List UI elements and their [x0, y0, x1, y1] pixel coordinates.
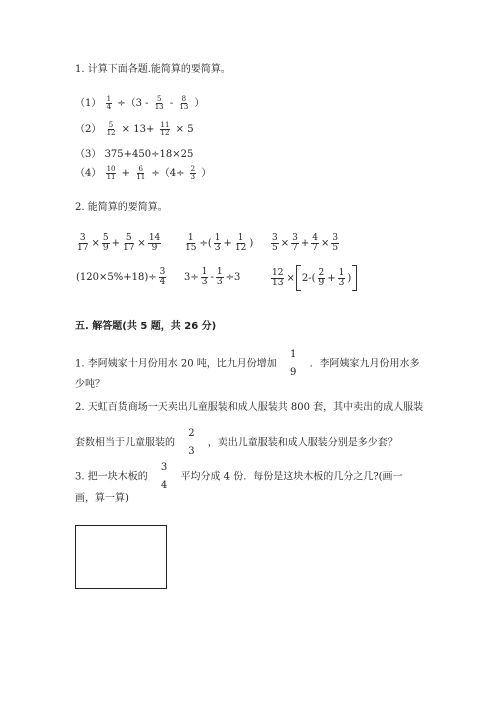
fraction: $\frac{3}{4}$: [159, 267, 166, 287]
drawing-box: [75, 525, 167, 589]
section5-heading: 五. 解答题(共 5 题，共 26 分): [75, 321, 217, 332]
fraction: $\frac{3}{5}$: [272, 233, 278, 253]
expression-2-3: [270, 233, 340, 253]
fraction: $\frac{3}{17}$: [77, 233, 89, 253]
fraction: 2 3: [188, 428, 195, 457]
operator: 3÷: [184, 272, 199, 283]
fraction: $\frac{2}{3}$: [190, 165, 196, 181]
operator: ): [249, 238, 254, 249]
operator: 2-(: [301, 272, 316, 284]
operator: ): [347, 272, 352, 284]
fraction: $\frac{6}{11}$: [136, 165, 146, 181]
expression-2-4: [75, 267, 167, 287]
fraction: $\frac{12}{13}$: [272, 267, 284, 288]
section1-title: 1. 计算下面各题.能简算的要简算。: [75, 64, 231, 75]
item-label: （1）: [75, 98, 102, 109]
operator: ÷(: [199, 238, 212, 249]
operator: ×: [91, 238, 100, 249]
operator: ×: [280, 238, 290, 249]
fraction: $\frac{14}{9}$: [148, 233, 161, 253]
operator: ×: [320, 238, 330, 249]
expression-2-5: [183, 267, 241, 287]
fraction: $\frac{1}{3}$: [214, 233, 221, 253]
operator: +: [111, 238, 120, 249]
fraction: $\frac{8}{13}$: [179, 95, 189, 111]
question-3: [75, 463, 402, 491]
fraction: $\frac{11}{12}$: [160, 121, 170, 137]
fraction: $\frac{10}{11}$: [106, 165, 116, 181]
item-label: （4）: [75, 168, 102, 179]
operator: (120×5%+18)÷: [76, 272, 157, 283]
operator: ÷（3 -: [117, 98, 149, 109]
operator: +: [300, 238, 310, 249]
fraction: $\frac{4}{7}$: [312, 233, 318, 253]
fraction: $\frac{1}{3}$: [216, 267, 223, 287]
question-1-line2: 少吨？: [75, 379, 105, 390]
fraction: $\frac{5}{13}$: [154, 95, 164, 111]
operator: -: [210, 272, 214, 283]
operator: -: [169, 98, 174, 109]
bracket-right: [352, 265, 357, 291]
question-text: ．李阿姨家九月份用水多: [309, 358, 420, 370]
question-text: ，卖出儿童服装和成人服装分别是多少套？: [207, 437, 398, 449]
fraction: $\frac{3}{7}$: [292, 233, 298, 253]
fraction: $\frac{1}{15}$: [185, 233, 197, 253]
fraction: $\frac{5}{12}$: [106, 121, 116, 137]
operator: +: [121, 168, 131, 179]
question-3-line2: 画，算一算): [75, 493, 129, 504]
operator: ）: [194, 98, 205, 109]
operator: ×: [286, 272, 295, 284]
operator: +: [327, 272, 336, 284]
operator: ）: [201, 168, 212, 179]
question-text: 平均分成 4 份．每份是这块木板的几分之几?(画一: [180, 471, 403, 483]
fraction: $\frac{2}{9}$: [318, 267, 325, 288]
operator: +: [223, 238, 232, 249]
problem-1-4: [75, 166, 212, 181]
item-label: （3）: [75, 149, 102, 160]
problem-1-3: [75, 148, 193, 161]
operator: × 13+: [121, 124, 155, 135]
fraction: 1 9: [290, 349, 297, 378]
bracket-left: [296, 265, 301, 291]
expression: 375+450÷18×25: [104, 149, 194, 160]
operator: × 5: [175, 124, 194, 135]
fraction: $\frac{1}{3}$: [201, 267, 208, 287]
problem-1-1: [75, 96, 206, 111]
fraction: $\frac{1}{12}$: [234, 233, 247, 253]
section2-title: 2. 能简算的要简算。: [75, 202, 168, 213]
question-text: 1. 李阿姨家十月份用水 20 吨，比九月份增加: [75, 358, 277, 370]
fraction: $\frac{1}{4}$: [106, 95, 112, 111]
problem-1-2: [75, 122, 195, 137]
expression-2-6: [270, 265, 357, 291]
expression-2-2: [183, 233, 254, 253]
operator: ÷3: [225, 272, 241, 283]
question-text: 3. 把一块木板的: [75, 471, 148, 483]
operator: ÷（4÷: [151, 168, 185, 179]
question-text: 套数相当于儿童服装的: [75, 437, 175, 449]
fraction: $\frac{1}{3}$: [338, 267, 345, 288]
fraction: $\frac{3}{5}$: [332, 233, 339, 253]
fraction: 3 4: [160, 462, 168, 491]
question-1: [75, 350, 420, 378]
operator: ×: [137, 238, 146, 249]
expression-2-1: [75, 233, 162, 253]
fraction: $\frac{5}{17}$: [122, 233, 135, 253]
question-2: 2. 天虹百货商场一天卖出儿童服装和成人服装共 800 套，其中卖出的成人服装: [75, 402, 424, 413]
question-2-line2: [75, 429, 398, 457]
item-label: （2）: [75, 124, 102, 135]
fraction: $\frac{5}{9}$: [102, 233, 109, 253]
